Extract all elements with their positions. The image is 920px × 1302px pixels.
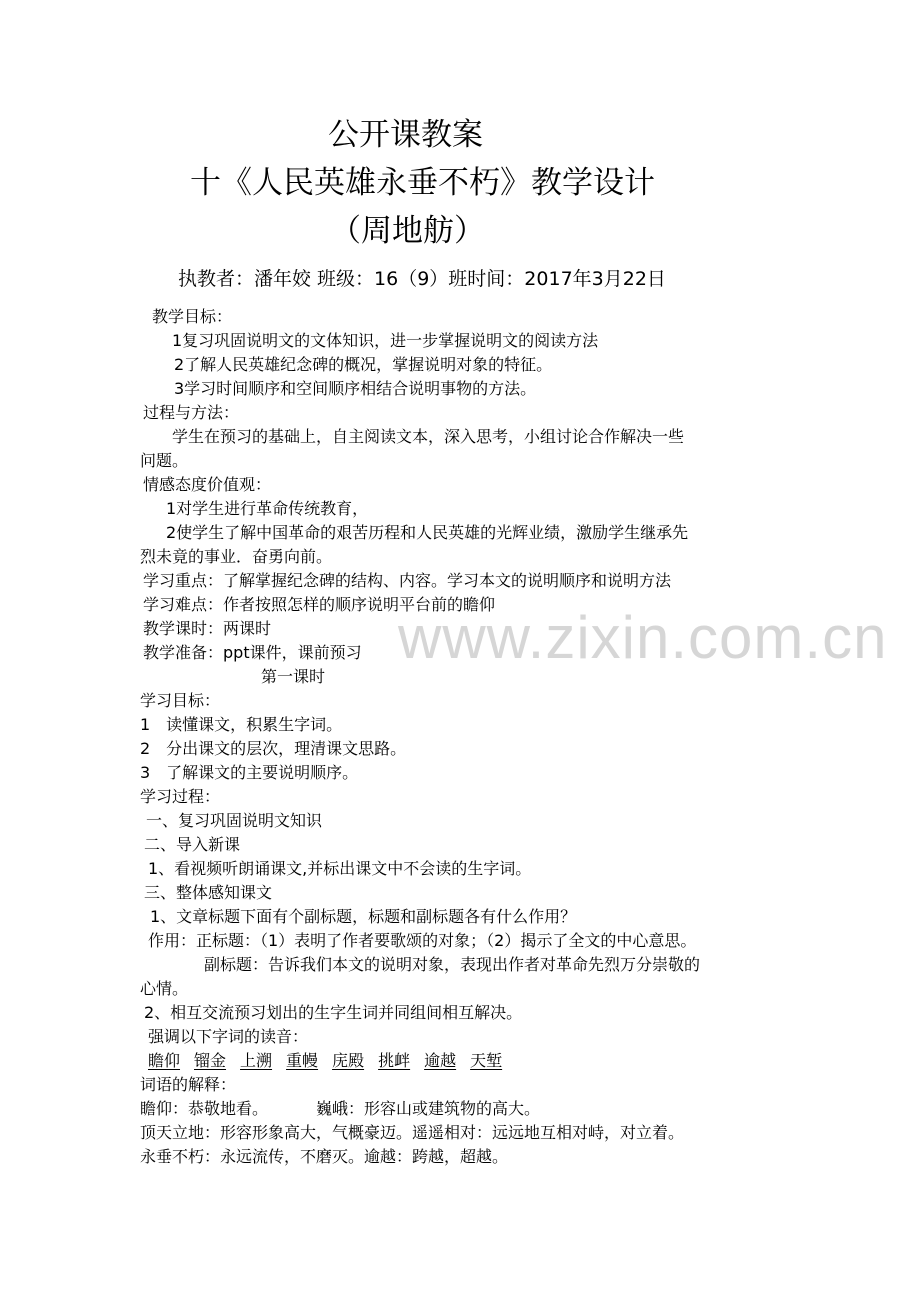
explain-text: 巍峨：形容山或建筑物的高大。 — [316, 1099, 541, 1118]
pronounce-label: 强调以下字词的读音： — [148, 1027, 309, 1046]
goal-item: 3学习时间顺序和空间顺序相结合说明事物的方法。 — [174, 379, 537, 398]
function-text: 作用：正标题：（1）表明了作者要歌颂的对象；（2）揭示了全文的中心意思。 — [148, 931, 697, 950]
process-method-text: 学生在预习的基础上，自主阅读文本，深入思考，小组讨论合作解决一些 — [172, 427, 685, 446]
study-goal-item: 3 了解课文的主要说明顺序。 — [140, 763, 359, 782]
pronounce-word: 挑衅 — [378, 1051, 411, 1070]
title-line-3: （周地舫） — [330, 213, 485, 249]
process-step: 三、整体感知课文 — [144, 883, 273, 902]
emotion-item: 烈未竟的事业．奋勇向前。 — [140, 547, 333, 566]
goal-item: 1复习巩固说明文的文体知识，进一步掌握说明文的阅读方法 — [172, 331, 599, 350]
pronounce-word-list — [148, 1053, 516, 1069]
goal-item: 2了解人民英雄纪念碑的概况，掌握说明对象的特征。 — [174, 355, 553, 374]
preparation: 教学准备：ppt课件，课前预习 — [143, 643, 362, 662]
explain-text: 瞻仰：恭敬地看。 — [140, 1099, 269, 1118]
process-method-text: 问题。 — [140, 451, 189, 470]
emotion-item: 1对学生进行革命传统教育， — [166, 499, 369, 518]
study-process-label: 学习过程： — [140, 787, 221, 806]
process-step: 一、复习巩固说明文知识 — [146, 811, 323, 830]
explain-text: 永垂不朽：永远流传，不磨灭。逾越：跨越，超越。 — [140, 1147, 509, 1166]
pronounce-word: 重幔 — [286, 1051, 319, 1070]
pronounce-word: 镏金 — [194, 1051, 227, 1070]
study-goal-item: 2 分出课文的层次，理清课文思路。 — [140, 739, 407, 758]
goals-label: 教学目标： — [152, 307, 233, 326]
process-method-label: 过程与方法： — [143, 403, 240, 422]
key-points: 学习重点：了解掌握纪念碑的结构、内容。学习本文的说明顺序和说明方法 — [143, 571, 672, 590]
pronounce-word: 庑殿 — [332, 1051, 365, 1070]
pronounce-word: 逾越 — [424, 1051, 457, 1070]
emotion-label: 情感态度价值观： — [143, 475, 272, 494]
lesson-time: 教学课时：两课时 — [143, 619, 272, 638]
process-step: 二、导入新课 — [144, 835, 241, 854]
function-text: 心情。 — [140, 979, 189, 998]
process-step-item: 2、相互交流预习划出的生字生词并同组间相互解决。 — [144, 1003, 523, 1022]
study-goal-item: 1 读懂课文，积累生字词。 — [140, 715, 343, 734]
title-line-2: 十《人民英雄永垂不朽》教学设计 — [190, 165, 655, 201]
first-period-title: 第一课时 — [261, 667, 326, 686]
explain-text: 顶天立地：形容形象高大，气概豪迈。遥遥相对：远远地互相对峙，对立着。 — [140, 1123, 685, 1142]
study-goals-label: 学习目标： — [140, 691, 221, 710]
emotion-item: 2使学生了解中国革命的艰苦历程和人民英雄的光辉业绩，激励学生继承先 — [166, 523, 689, 542]
title-line-1: 公开课教案 — [328, 117, 483, 153]
pronounce-word: 天堑 — [470, 1051, 503, 1070]
difficulty: 学习难点：作者按照怎样的顺序说明平台前的瞻仰 — [143, 595, 496, 614]
teacher-info: 执教者：潘年姣 班级：16（9）班时间：2017年3月22日 — [178, 268, 666, 290]
pronounce-word: 上溯 — [240, 1051, 273, 1070]
watermark: www.zixin.com.cn — [398, 604, 888, 671]
function-text: 副标题：告诉我们本文的说明对象，表现出作者对革命先烈万分崇敬的 — [204, 955, 701, 974]
process-step-item: 1、看视频听朗诵课文,并标出课文中不会读的生字词。 — [148, 859, 532, 878]
explain-label: 词语的解释： — [140, 1075, 237, 1094]
pronounce-word: 瞻仰 — [148, 1051, 181, 1070]
process-step-item: 1、文章标题下面有个副标题，标题和副标题各有什么作用？ — [150, 907, 577, 926]
